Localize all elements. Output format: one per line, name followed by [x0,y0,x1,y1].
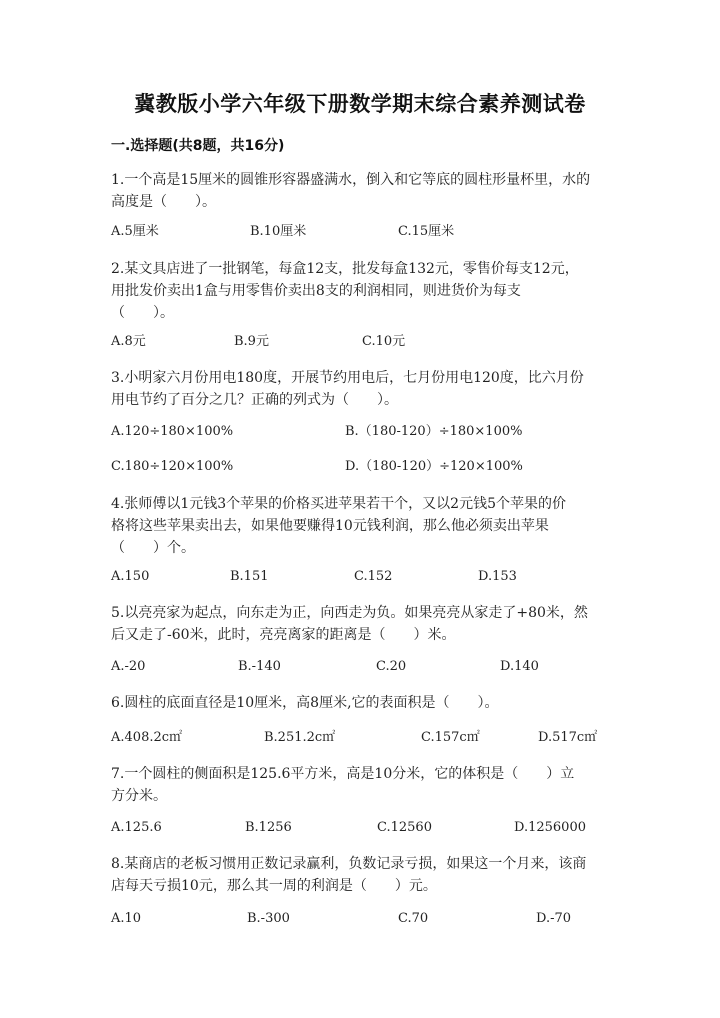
question-line: （ ）个。 [111,540,195,556]
option-d: D.（180-120）÷120×100% [345,459,523,474]
option-b: B.（180-120）÷180×100% [345,424,523,439]
question-stem [111,692,611,714]
option-d: D.-70 [536,911,572,926]
question-line: 4.张师傅以1元钱3个苹果的价格买进苹果若干个，又以2元钱5个苹果的价 [111,496,566,512]
question-line: 3.小明家六月份用电180度，开展节约用电后，七月份用电120度，比六月份 [111,370,584,386]
question-line: 6.圆柱的底面直径是10厘米，高8厘米,它的表面积是（ ）。 [111,695,499,711]
option-d: D.517c㎡ [538,730,598,745]
option-c: C.70 [398,911,429,926]
option-c: C.15厘米 [398,224,455,239]
option-d: D.140 [500,659,539,674]
option-a: A.8元 [111,334,146,349]
option-a: A.-20 [111,659,146,674]
option-c: C.12560 [377,820,432,835]
option-b: B.10厘米 [250,224,307,239]
option-c: C.157c㎡ [421,730,480,745]
question-line: 8.某商店的老板习惯用正数记录赢利，负数记录亏损，如果这一个月来，该商 [111,856,587,872]
option-b: B.151 [230,569,269,584]
option-c: C.152 [354,569,393,584]
question-line: 高度是（ ）。 [111,194,216,210]
question-line: 5.以亮亮家为起点，向东走为正，向西走为负。如果亮亮从家走了+80米，然 [111,605,588,621]
option-c: C.180÷120×100% [111,459,234,474]
option-a: A.408.2c㎡ [111,730,183,745]
question-line: 后又走了-60米，此时，亮亮离家的距离是（ ）米。 [111,627,456,643]
question-stem [111,493,611,559]
question-line: （ ）。 [111,305,174,321]
question-line: 用电节约了百分之几？正确的列式为（ ）。 [111,392,398,408]
option-b: B.9元 [234,334,269,349]
section-heading: 一.选择题(共8题，共16分) [111,138,285,154]
option-c: C.20 [376,659,407,674]
question-line: 格将这些苹果卖出去，如果他要赚得10元钱利润，那么他必须卖出苹果 [111,518,549,534]
question-stem [111,258,611,324]
option-a: A.10 [111,911,142,926]
question-stem [111,602,611,646]
question-stem [111,763,611,807]
option-b: B.251.2c㎡ [264,730,336,745]
question-stem [111,367,611,411]
option-a: A.120÷180×100% [111,424,234,439]
option-d: D.153 [478,569,517,584]
option-b: B.1256 [245,820,292,835]
option-b: B.-300 [247,911,290,926]
question-line: 店每天亏损10元，那么其一周的利润是（ ）元。 [111,878,437,894]
option-c: C.10元 [362,334,406,349]
question-line: 2.某文具店进了一批钢笔，每盒12支，批发每盒132元，零售价每支12元， [111,261,579,277]
page-title: 冀教版小学六年级下册数学期末综合素养测试卷 [134,92,586,116]
option-b: B.-140 [238,659,281,674]
option-a: A.150 [111,569,150,584]
question-stem [111,853,611,897]
question-line: 1.一个高是15厘米的圆锥形容器盛满水，倒入和它等底的圆柱形量杯里，水的 [111,172,591,188]
question-line: 用批发价卖出1盒与用零售价卖出8支的利润相同，则进货价为每支 [111,283,521,299]
option-a: A.5厘米 [111,224,159,239]
option-a: A.125.6 [111,820,162,835]
question-line: 7.一个圆柱的侧面积是125.6平方米，高是10分米，它的体积是（ ）立 [111,766,575,782]
option-d: D.1256000 [514,820,586,835]
question-line: 方分米。 [111,788,167,804]
question-stem [111,169,611,213]
